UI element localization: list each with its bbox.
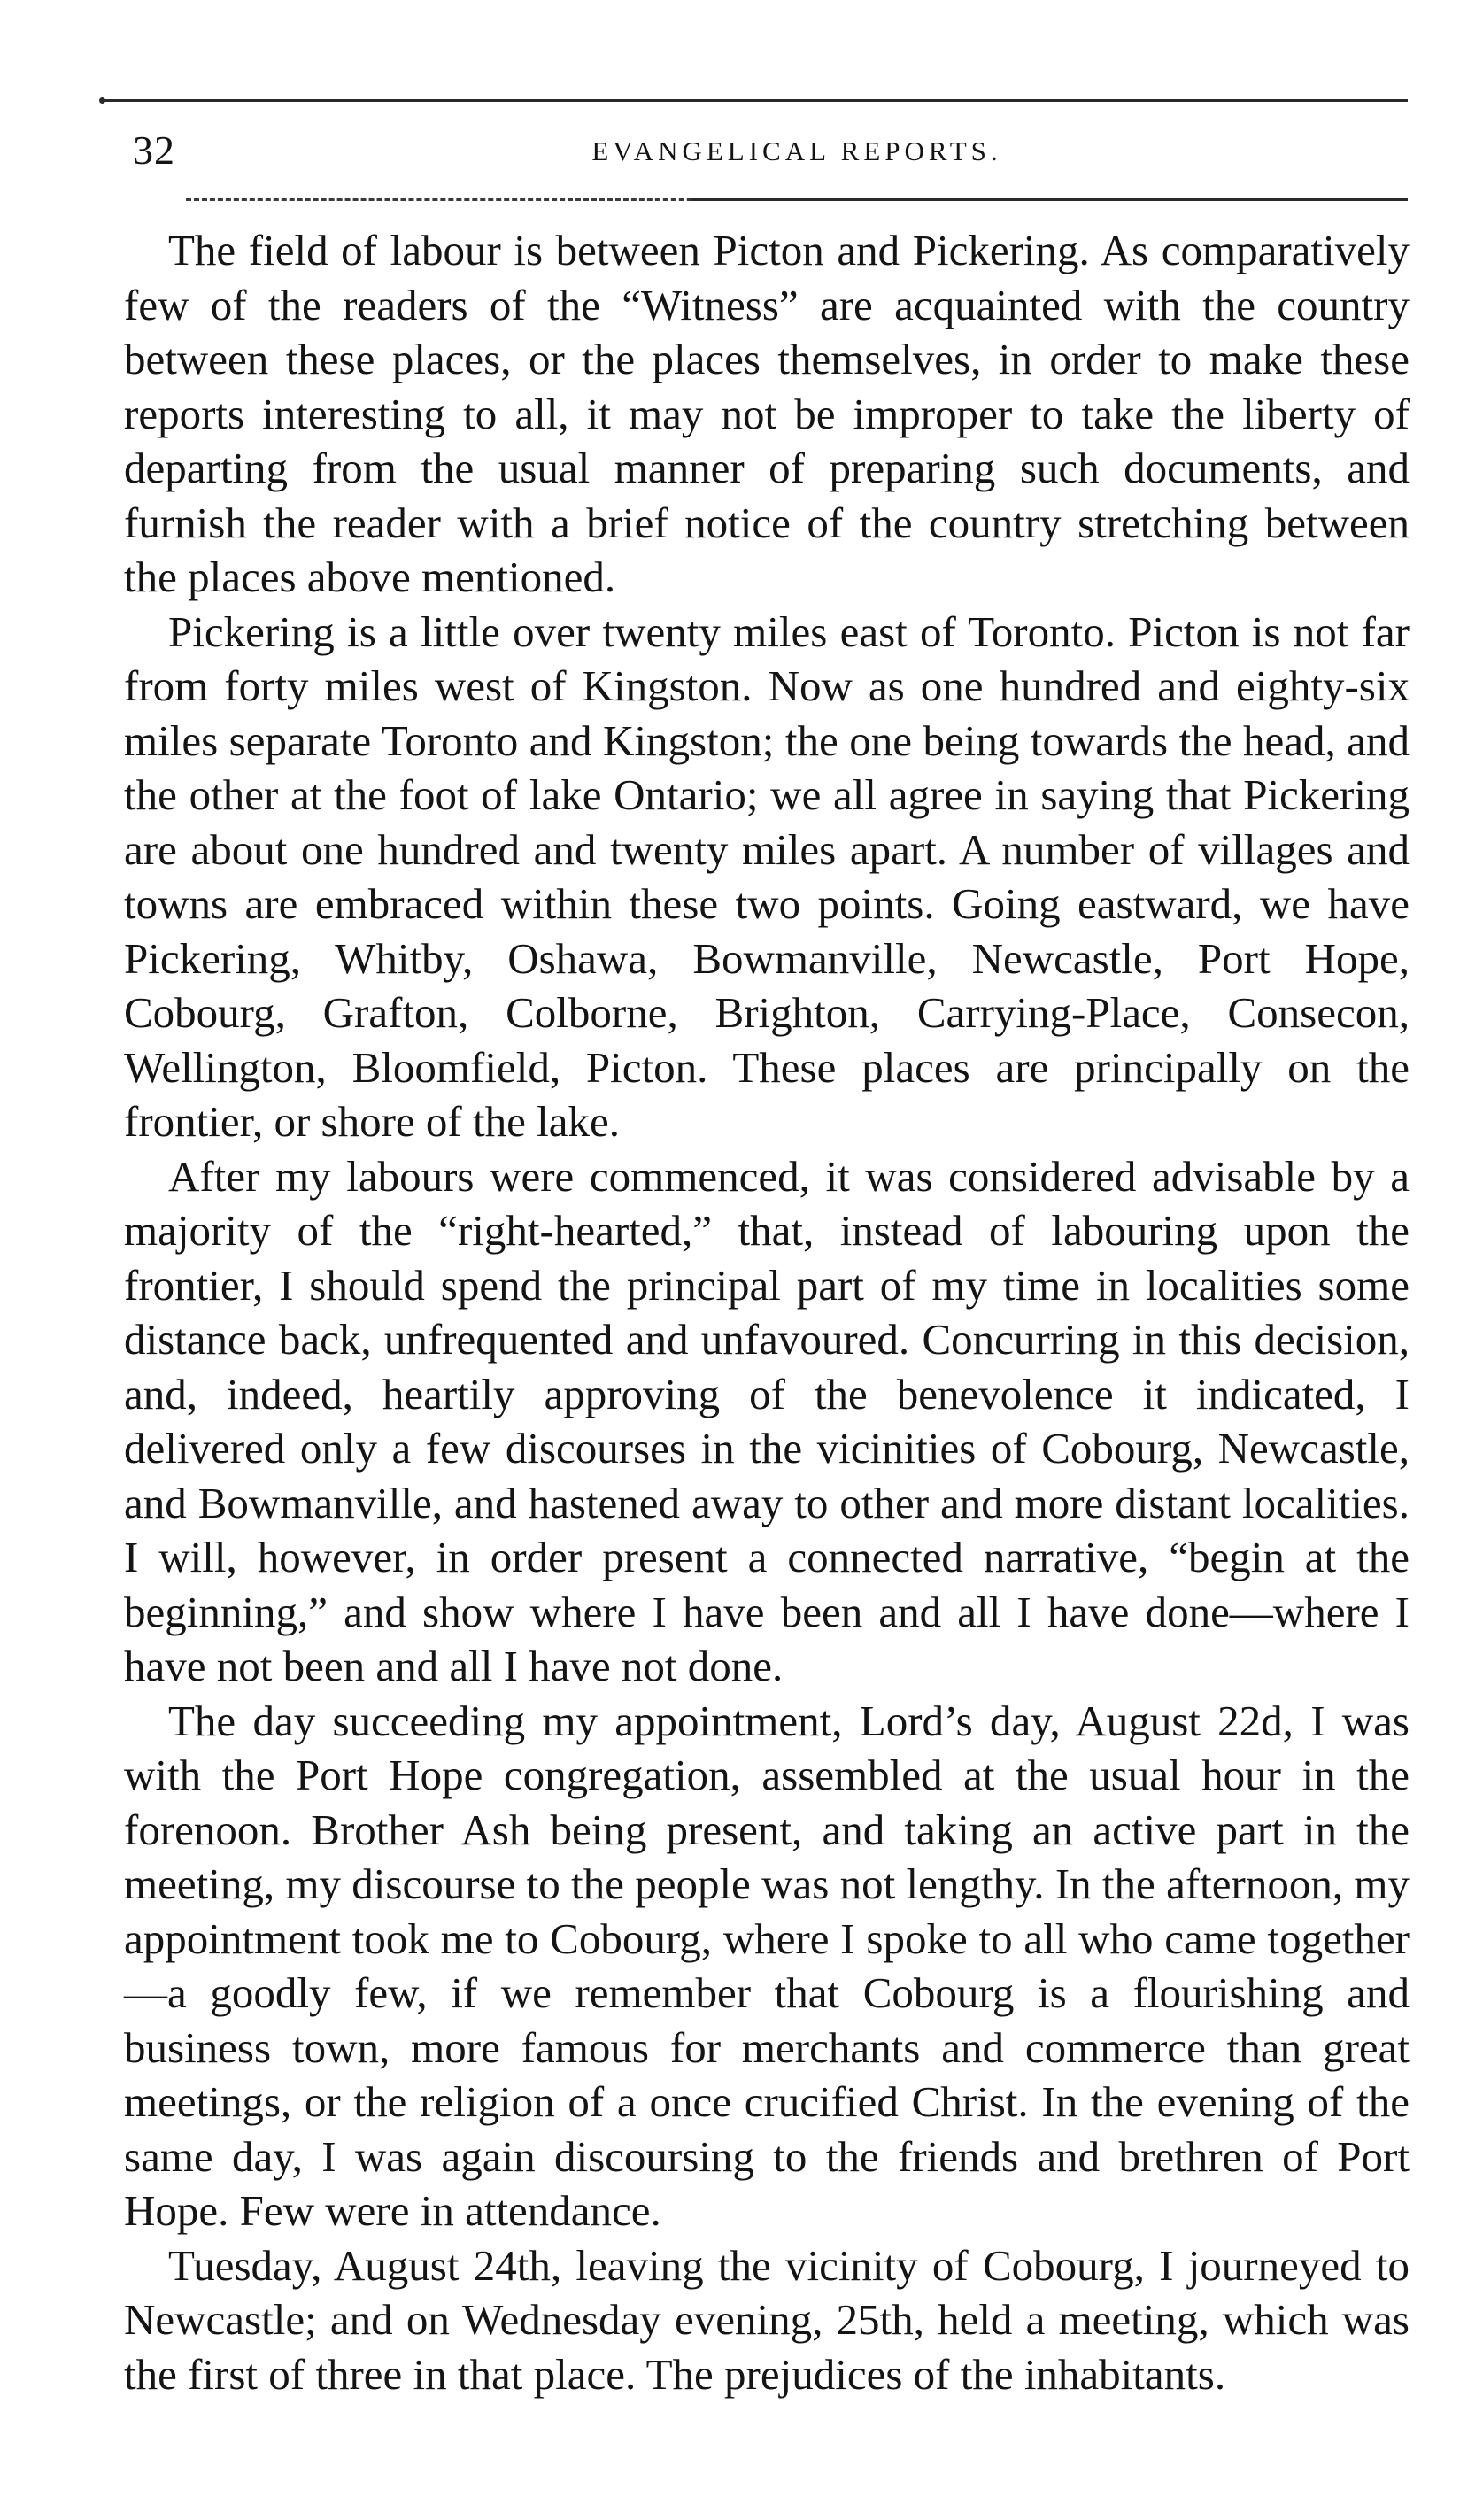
running-head: EVANGELICAL REPORTS. xyxy=(591,135,1002,166)
paragraph-port-hope: The day succeeding my appointment, Lord’s day, August 22d, I was with the Port Hope congregation, assembled at the usual hour in the forenoon. Brother Ash being present, and taking an active part in the meeting, my discourse to the people was not lengthy. In the afternoon, my appointment took me to Cobourg, where I spoke to all who came together—a goodly few, if we remember that Cobourg is a flourishing and business town, more famous for merchants and commerce than great meetings, or the religion of a once crucified Christ. In the evening of the same day, I was again discoursing to the friends and brethren of Port Hope. Few were in attendance. xyxy=(124,1696,1410,2235)
header-bottom-rule-solid xyxy=(691,198,1408,201)
paragraph-labours-commenced: After my labours were commenced, it was considered advisable by a majority of the “right-hearted,” that, instead of labouring upon the frontier, I should spend the principal part of my time in localities some distance back, unfrequented and unfavoured. Concurring in this decision, and, indeed, heartily approving of the benevolence it indicated, I delivered only a few discourses in the vicinities of Cobourg, Newcastle, and Bowmanville, and hastened away to other and more distant localities. I will, however, in order present a connected narrative, “begin at the beginning,” and show where I have been and all I have done—where I have not been and all I have not done. xyxy=(124,1151,1410,1690)
paragraph-field-of-labour: The field of labour is between Picton and Pickering. As comparatively few of the readers of the “Witness” are acquainted with the country between these places, or the places themselves, in order to make these reports interesting to all, it may not be improper to take the liberty of departing from the usual manner of preparing such documents, and furnish the reader with a brief notice of the country stretching between the places above mentioned. xyxy=(124,226,1410,601)
page-number: 32 xyxy=(133,128,175,173)
body-text xyxy=(124,223,1410,2401)
paragraph-newcastle: Tuesday, August 24th, leaving the vicinity of Cobourg, I journeyed to Newcastle; and on Wednesday evening, 25th, held a meeting, which was the first of three in that place. The prejudices of the inhabitants. xyxy=(124,2240,1410,2399)
page-header xyxy=(133,124,1408,177)
header-top-rule xyxy=(104,99,1408,102)
paragraph-pickering: Pickering is a little over twenty miles east of Toronto. Picton is not far from forty miles west of Kingston. Now as one hundred and eighty-six miles separate Toronto and Kingston; the one being towards the head, and the other at the foot of lake Ontario; we all agree in saying that Pickering are about one hundred and twenty miles apart. A number of villages and towns are embraced within these two points. Going eastward, we have Pickering, Whitby, Oshawa, Bowmanville, Newcastle, Port Hope, Cobourg, Grafton, Colborne, Brighton, Carrying-Place, Consecon, Wellington, Bloomfield, Picton. These places are principally on the frontier, or shore of the lake. xyxy=(124,607,1410,1146)
